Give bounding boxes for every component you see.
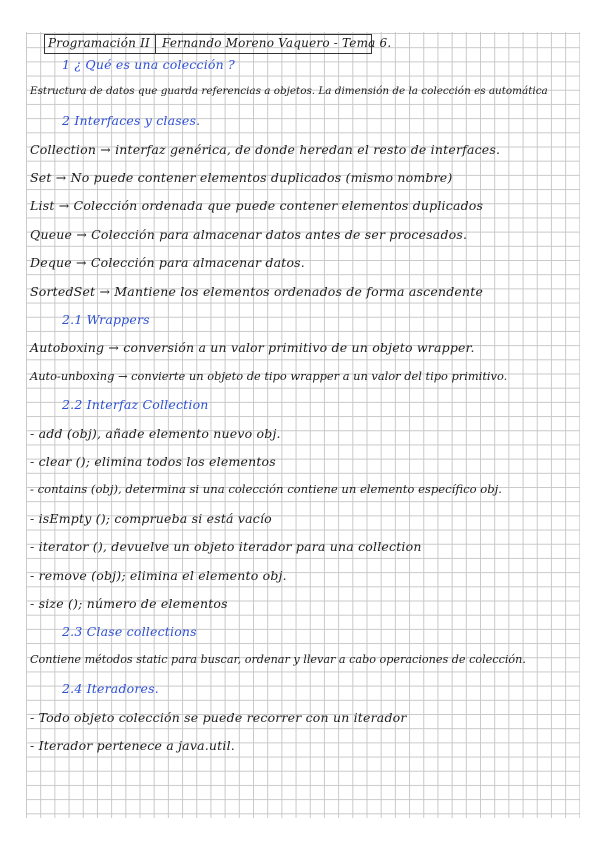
text-line-remove: - remove (obj); elimina el elemento obj. — [30, 568, 287, 583]
heading-interfaz-collection: 2.2 Interfaz Collection — [62, 397, 209, 412]
text-line-queue: Queue → Colección para almacenar datos antes de ser procesados. — [30, 227, 468, 242]
header-subject: Programación II — [48, 36, 150, 50]
header-divider — [155, 34, 156, 54]
text-line-definition: Estructura de datos que guarda referencias a objetos. La dimensión de la colección es automática — [30, 85, 548, 97]
heading-wrappers: 2.1 Wrappers — [62, 312, 150, 327]
text-line-collection: Collection → interfaz genérica, de donde heredan el resto de interfaces. — [30, 142, 501, 157]
text-line-iterate-all: - Todo objeto colección se puede recorrer con un iterador — [30, 710, 407, 725]
text-line-auto-unboxing: Auto-unboxing → convierte un objeto de tipo wrapper a un valor del tipo primitivo. — [30, 369, 508, 383]
text-line-java-util: - Iterador pertenece a java.util. — [30, 738, 235, 753]
text-line-iterator: - iterator (), devuelve un objeto iterador para una collection — [30, 539, 422, 554]
text-line-size: - size (); número de elementos — [30, 596, 228, 611]
text-line-static-methods: Contiene métodos static para buscar, ordenar y llevar a cabo operaciones de colección. — [30, 653, 526, 666]
text-line-list: List → Colección ordenada que puede contener elementos duplicados — [30, 198, 484, 213]
text-line-set: Set → No puede contener elementos duplicados (mismo nombre) — [30, 170, 453, 185]
text-line-add: - add (obj), añade elemento nuevo obj. — [30, 426, 281, 441]
heading-interfaces-classes: 2 Interfaces y clases. — [62, 113, 201, 128]
text-line-isempty: - isEmpty (); comprueba si está vacío — [30, 511, 272, 526]
text-line-contains: - contains (obj), determina si una colección contiene un elemento específico obj. — [30, 482, 502, 496]
heading-what-is-collection: 1 ¿ Qué es una colección ? — [62, 57, 235, 72]
heading-clase-collections: 2.3 Clase collections — [62, 624, 197, 639]
text-line-sortedset: SortedSet → Mantiene los elementos ordenados de forma ascendente — [30, 284, 484, 299]
text-line-deque: Deque → Colección para almacenar datos. — [30, 255, 305, 270]
heading-iteradores: 2.4 Iteradores. — [62, 681, 159, 696]
text-line-autoboxing: Autoboxing → conversión a un valor primitivo de un objeto wrapper. — [30, 340, 475, 355]
header-author-topic: Fernando Moreno Vaquero - Tema 6. — [162, 36, 392, 50]
text-line-clear: - clear (); elimina todos los elementos — [30, 454, 276, 469]
